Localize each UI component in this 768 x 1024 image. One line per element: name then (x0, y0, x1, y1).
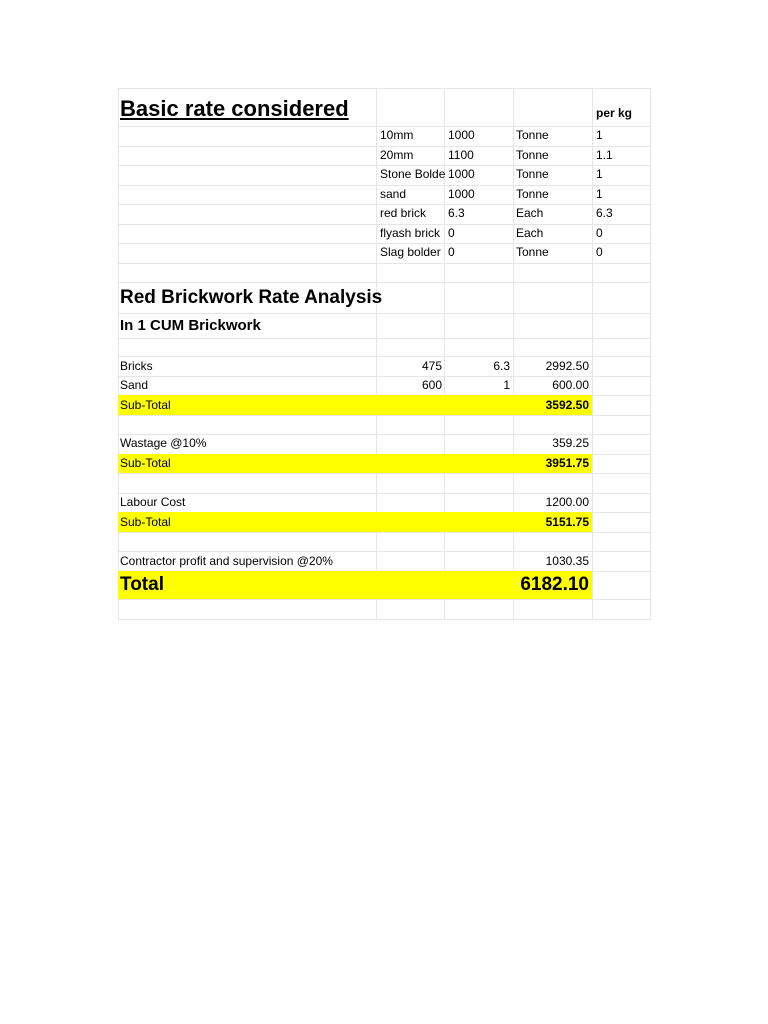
subtotal-label: Sub-Total (120, 456, 171, 470)
material-name: Slag bolder (380, 245, 441, 259)
gridline (118, 599, 651, 600)
material-per-kg: 0 (596, 226, 603, 240)
sand-rate: 1 (503, 378, 510, 392)
total-label: Total (120, 574, 164, 595)
material-rate: 1000 (448, 187, 475, 201)
gridline (118, 263, 651, 264)
material-per-kg: 1 (596, 187, 603, 201)
sand-label: Sand (120, 378, 149, 392)
bricks-rate: 6.3 (493, 359, 510, 373)
labour-amount: 1200.00 (545, 495, 589, 509)
gridline (118, 165, 651, 166)
gridline (513, 88, 514, 620)
total-amount: 6182.10 (520, 574, 589, 595)
material-per-kg: 0 (596, 245, 603, 259)
profit-label: Contractor profit and supervision @20% (120, 554, 333, 568)
analysis-title: Red Brickwork Rate Analysis (120, 287, 383, 308)
material-unit: Tonne (516, 167, 549, 181)
material-rate: 1100 (448, 148, 474, 162)
material-rate: 0 (448, 245, 455, 259)
material-rate: 1000 (448, 128, 475, 142)
material-per-kg: 1.1 (596, 148, 613, 162)
material-name: Stone Bolde (380, 167, 446, 181)
sand-qty: 600 (421, 378, 442, 392)
gridline (118, 88, 651, 89)
subtotal-amount: 3592.50 (545, 398, 589, 412)
sand-amount: 600.00 (552, 378, 589, 392)
material-unit: Tonne (516, 187, 549, 201)
gridline (118, 434, 651, 435)
gridline (592, 88, 593, 620)
gridline (118, 243, 651, 244)
gridline (118, 224, 651, 225)
subtotal-amount: 3951.75 (545, 456, 589, 470)
subtotal-label: Sub-Total (120, 515, 171, 529)
subtotal-label: Sub-Total (120, 398, 171, 412)
profit-amount: 1030.35 (545, 554, 589, 568)
material-per-kg: 1 (596, 167, 603, 181)
labour-label: Labour Cost (120, 495, 186, 509)
gridline (118, 126, 651, 127)
gridline (118, 415, 651, 416)
material-unit: Tonne (516, 128, 549, 142)
analysis-subtitle: In 1 CUM Brickwork (120, 317, 261, 334)
gridline (118, 282, 651, 283)
material-per-kg: 1 (596, 128, 603, 142)
gridline (118, 532, 651, 533)
gridline (118, 619, 651, 620)
material-name: flyash brick (380, 226, 441, 240)
gridline (118, 376, 651, 377)
material-unit: Each (516, 226, 544, 240)
material-name: 10mm (380, 128, 414, 142)
gridline (118, 204, 651, 205)
bricks-amount: 2992.50 (545, 359, 589, 373)
gridline (118, 185, 651, 186)
material-unit: Tonne (516, 148, 549, 162)
wastage-amount: 359.25 (552, 436, 589, 450)
gridline (118, 493, 651, 494)
material-unit: Each (516, 206, 544, 220)
gridline (118, 356, 651, 357)
gridline (118, 146, 651, 147)
gridline (118, 338, 651, 339)
bricks-qty: 475 (421, 359, 442, 373)
subtotal-amount: 5151.75 (545, 515, 589, 529)
gridline (650, 88, 651, 620)
material-name: red brick (380, 206, 427, 220)
gridline (118, 473, 651, 474)
material-unit: Tonne (516, 245, 549, 259)
gridline (376, 88, 377, 620)
material-per-kg: 6.3 (596, 206, 613, 220)
gridline (118, 88, 119, 620)
material-name: sand (380, 187, 407, 201)
per-kg-header: per kg (596, 106, 633, 120)
bricks-label: Bricks (120, 359, 153, 373)
material-rate: 6.3 (448, 206, 465, 220)
spreadsheet (118, 88, 651, 621)
material-rate: 0 (448, 226, 455, 240)
gridline (118, 551, 651, 552)
material-name: 20mm (380, 148, 414, 162)
wastage-label: Wastage @10% (120, 436, 207, 450)
basic-rate-title: Basic rate considered (120, 96, 349, 121)
material-rate: 1000 (448, 167, 475, 181)
gridline (118, 313, 651, 314)
